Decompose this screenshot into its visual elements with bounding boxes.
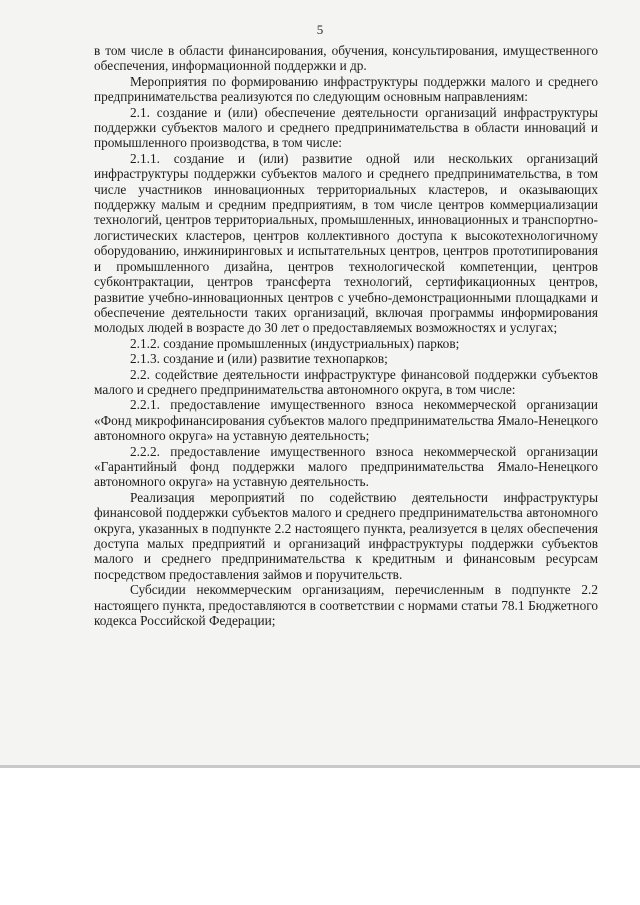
paragraph-2-2-1: 2.2.1. предоставление имущественного взноса некоммерческой организации «Фонд микрофинансирования субъектов малого предпринимательства Ямало-Ненецкого автономного округа» на уставную деятельность;: [94, 397, 598, 444]
paragraph-2-1-1: 2.1.1. создание и (или) развитие одной или нескольких организаций инфраструктуры поддержки субъектов малого и среднего предпринимательства, в том числе участников инновационных территориальных кластеров, и оказывающих поддержку малым и средним предприятиям, в том числе центров коммерциализации технологий, центров территориальных, промышленных, инновационных и транспортно-логистических кластеров, центров коллективного доступа к высокотехнологичному оборудованию, инжиниринговых и испытательных центров, центров прототипирования и промышленного дизайна, центров технологической компетенции, центров субконтрактации, центров трансферта технологий, сертификационных центров, развитие учебно-инновационных центров с учебно-демонстрационными площадками и обеспечение деятельности таких организаций, включая программы информирования молодых людей в возрасте до 30 лет о предоставляемых возможностях и услугах;: [94, 150, 598, 336]
paragraph-implementation: Реализация мероприятий по содействию деятельности инфраструктуры финансовой поддержки субъектов малого и среднего предпринимательства автономного округа, указанных в подпункте 2.2 настоящего пункта, реализуется в целях обеспечения доступа малых предприятий и организаций инфраструктуры поддержки субъектов малого и среднего предпринимательства к кредитным и финансовым ресурсам посредством предоставления займов и поручительств.: [94, 489, 598, 582]
paragraph-subsidies: Субсидии некоммерческим организациям, перечисленным в подпункте 2.2 настоящего пункта, предоставляются в соответствии с нормами статьи 78.1 Бюджетного кодекса Российской Федерации;: [94, 582, 598, 629]
paragraph-2-1: 2.1. создание и (или) обеспечение деятельности организаций инфраструктуры поддержки субъектов малого и среднего предпринимательства в области инноваций и промышленного производства, в том числе:: [94, 104, 598, 151]
document-body: [94, 43, 598, 628]
paragraph-2-2: 2.2. содействие деятельности инфраструктуре финансовой поддержки субъектов малого и среднего предпринимательства автономного округа, в том числе:: [94, 366, 598, 397]
page-number: 5: [316, 22, 324, 37]
paragraph-continuation: в том числе в области финансирования, обучения, консультирования, имущественного обеспечения, информационной поддержки и др.: [94, 43, 598, 74]
paragraph-directions-intro: Мероприятия по формированию инфраструктуры поддержки малого и среднего предпринимательства реализуются по следующим основным направлениям:: [94, 73, 598, 105]
paragraph-2-1-2: 2.1.2. создание промышленных (индустриальных) парков;: [130, 335, 460, 351]
paragraph-2-1-3: 2.1.3. создание и (или) развитие технопарков;: [130, 351, 388, 367]
paragraph-2-2-2: 2.2.2. предоставление имущественного взноса некоммерческой организации «Гарантийный фонд поддержки малого предпринимательства Ямало-Ненецкого автономного округа» на уставную деятельность.: [94, 443, 598, 490]
scan-edge-divider: [0, 765, 640, 768]
